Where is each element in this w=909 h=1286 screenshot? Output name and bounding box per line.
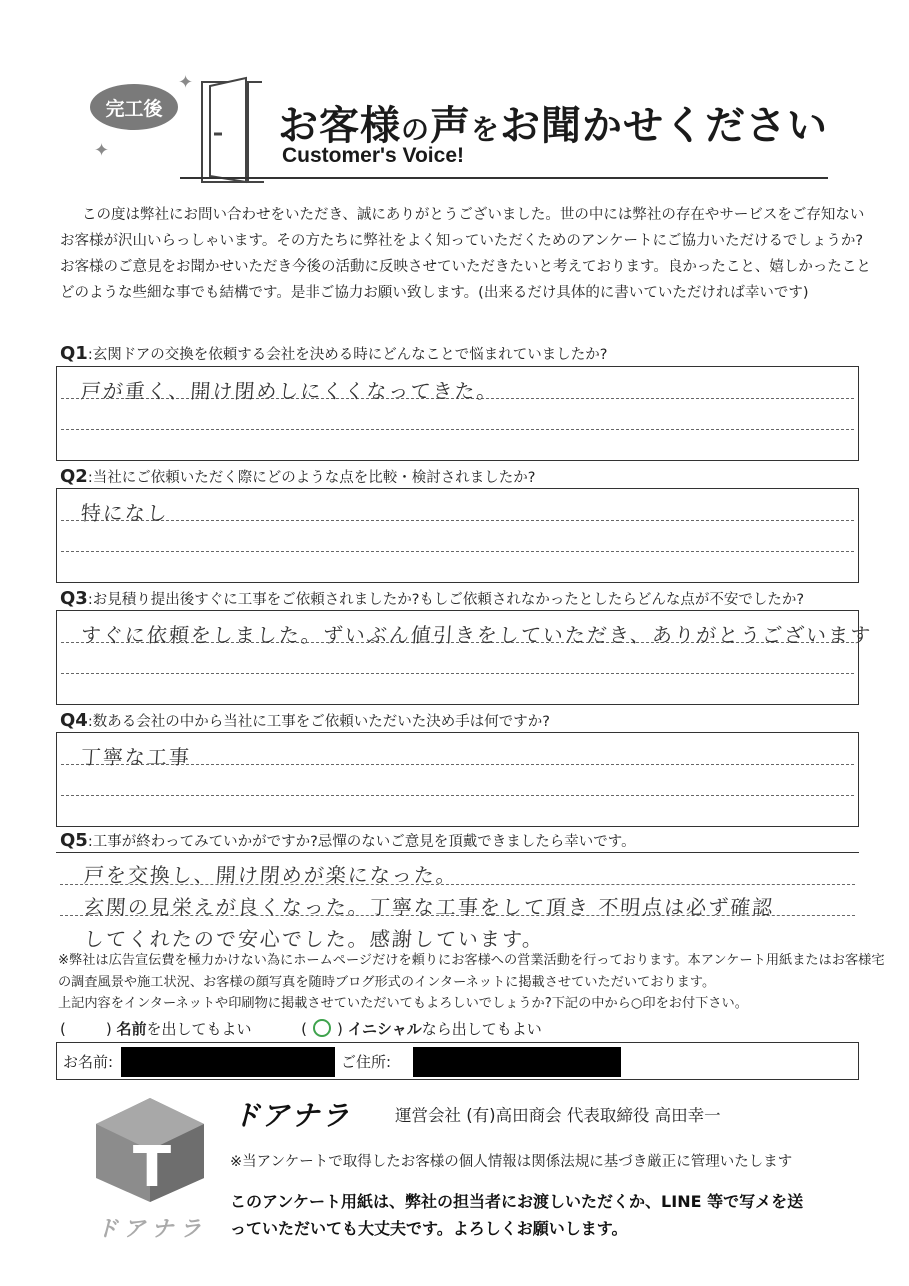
question-2-answer: 特になし <box>80 501 170 525</box>
address-field-redacted[interactable] <box>413 1047 621 1077</box>
name-label: お名前: <box>63 1053 114 1071</box>
question-5-answer-line-1: 戸を交換し、開け閉めが楽になった。 <box>83 863 459 887</box>
logo-caption: ドアナラ <box>96 1217 208 1242</box>
question-1-answer: 戸が重く、開け閉めしにくくなってきた。 <box>80 379 500 403</box>
door-icon <box>200 76 266 186</box>
consent-options: ( ) 名前を出してもよい ( ) イニシャルなら出してもよい <box>60 1020 542 1038</box>
svg-text:T: T <box>132 1135 172 1200</box>
address-label: ご住所: <box>341 1053 392 1071</box>
publication-notes: ※弊社は広告宣伝費を極力かけない為にホームページだけを頼りにお客様への営業活動を行っております。本アンケート用紙またはお客様宅 の調査風景や施工状況、お客様の顔写真を随時ブログ形式のインターネットに掲載させていただいております。 上記内容をインターネットや印刷物に掲載させていただいてもよろしいでしょうか?下記の中から○印をお付下さい。 <box>58 953 885 1011</box>
question-4-label: Q4:数ある会社の中から当社に工事をご依頼いただいた決め手は何ですか? <box>60 710 550 731</box>
company-info: 運営会社 (有)高田商会 代表取締役 高田幸一 <box>395 1106 721 1125</box>
brand-name: ドアナラ <box>232 1099 352 1132</box>
page-title: お客様の声をお聞かせください <box>278 103 829 149</box>
sparkle-icon: ✦ <box>94 140 110 161</box>
header-divider <box>180 177 828 179</box>
company-logo <box>90 1094 210 1204</box>
question-3-label: Q3:お見積り提出後すぐに工事をご依頼されましたか?もしご依頼されなかったとしたらどんな点が不安でしたか? <box>60 588 805 609</box>
consent-initial-option[interactable]: ( ) <box>301 1020 343 1038</box>
consent-name-option[interactable]: ( ) <box>60 1020 112 1038</box>
page-subtitle: Customer's Voice! <box>282 144 464 167</box>
circle-mark-icon <box>313 1019 331 1037</box>
question-1-label: Q1:玄関ドアの交換を依頼する会社を決める時にどんなことで悩まれていましたか? <box>60 343 608 364</box>
intro-text: この度は弊社にお問い合わせをいただき、誠にありがとうございました。世の中には弊社の存在やサービスをご存知ない お客様が沢山いらっしゃいます。その方たちに弊社をよく知っていただくためのアンケートにご協力いただけるでしょうか? お客様のご意見をお聞かせいただき今後の活動に反映させていただきたいと考えております。良かったこと、嬉しかったこと どのような些細な事でも結構です。是非ご協力お願い致します。(出来るだけ具体的に書いていただければ幸いです) <box>60 207 871 301</box>
question-4-answer-box[interactable] <box>56 732 859 827</box>
question-5-answer-line-2: 玄関の見栄えが良くなった。丁寧な工事をして頂き 不明点は必ず確認 <box>83 895 776 919</box>
name-field-redacted[interactable] <box>121 1047 335 1077</box>
consent-name-label: 名前 <box>116 1020 147 1038</box>
consent-initial-label: イニシャル <box>347 1020 422 1038</box>
completion-badge: 完工後 <box>90 84 178 130</box>
closing-message: このアンケート用紙は、弊社の担当者にお渡しいただくか、LINE 等で写メを送 っていただいても大丈夫です。よろしくお願いします。 <box>230 1192 804 1238</box>
question-1-answer-box[interactable] <box>56 366 859 461</box>
question-2-label: Q2:当社にご依頼いただく際にどのような点を比較・検討されましたか? <box>60 466 536 487</box>
question-3-answer-box[interactable] <box>56 610 873 705</box>
customer-info-row <box>56 1042 859 1080</box>
privacy-notice: ※当アンケートで取得したお客様の個人情報は関係法規に基づき厳正に管理いたします <box>230 1154 793 1170</box>
sparkle-icon: ✦ <box>178 72 194 93</box>
question-5-answer-box[interactable] <box>56 852 859 951</box>
question-4-answer: 丁寧な工事 <box>80 745 192 769</box>
question-3-answer: すぐに依頼をしました。ずいぶん値引きをしていただき、ありがとうございます <box>80 623 873 647</box>
question-5-answer-line-3: してくれたので安心でした。感謝しています。 <box>83 927 546 951</box>
question-2-answer-box[interactable] <box>56 488 859 583</box>
question-5-label: Q5:工事が終わってみていかがですか?忌憚のないご意見を頂戴できましたら幸いです。 <box>60 830 636 851</box>
